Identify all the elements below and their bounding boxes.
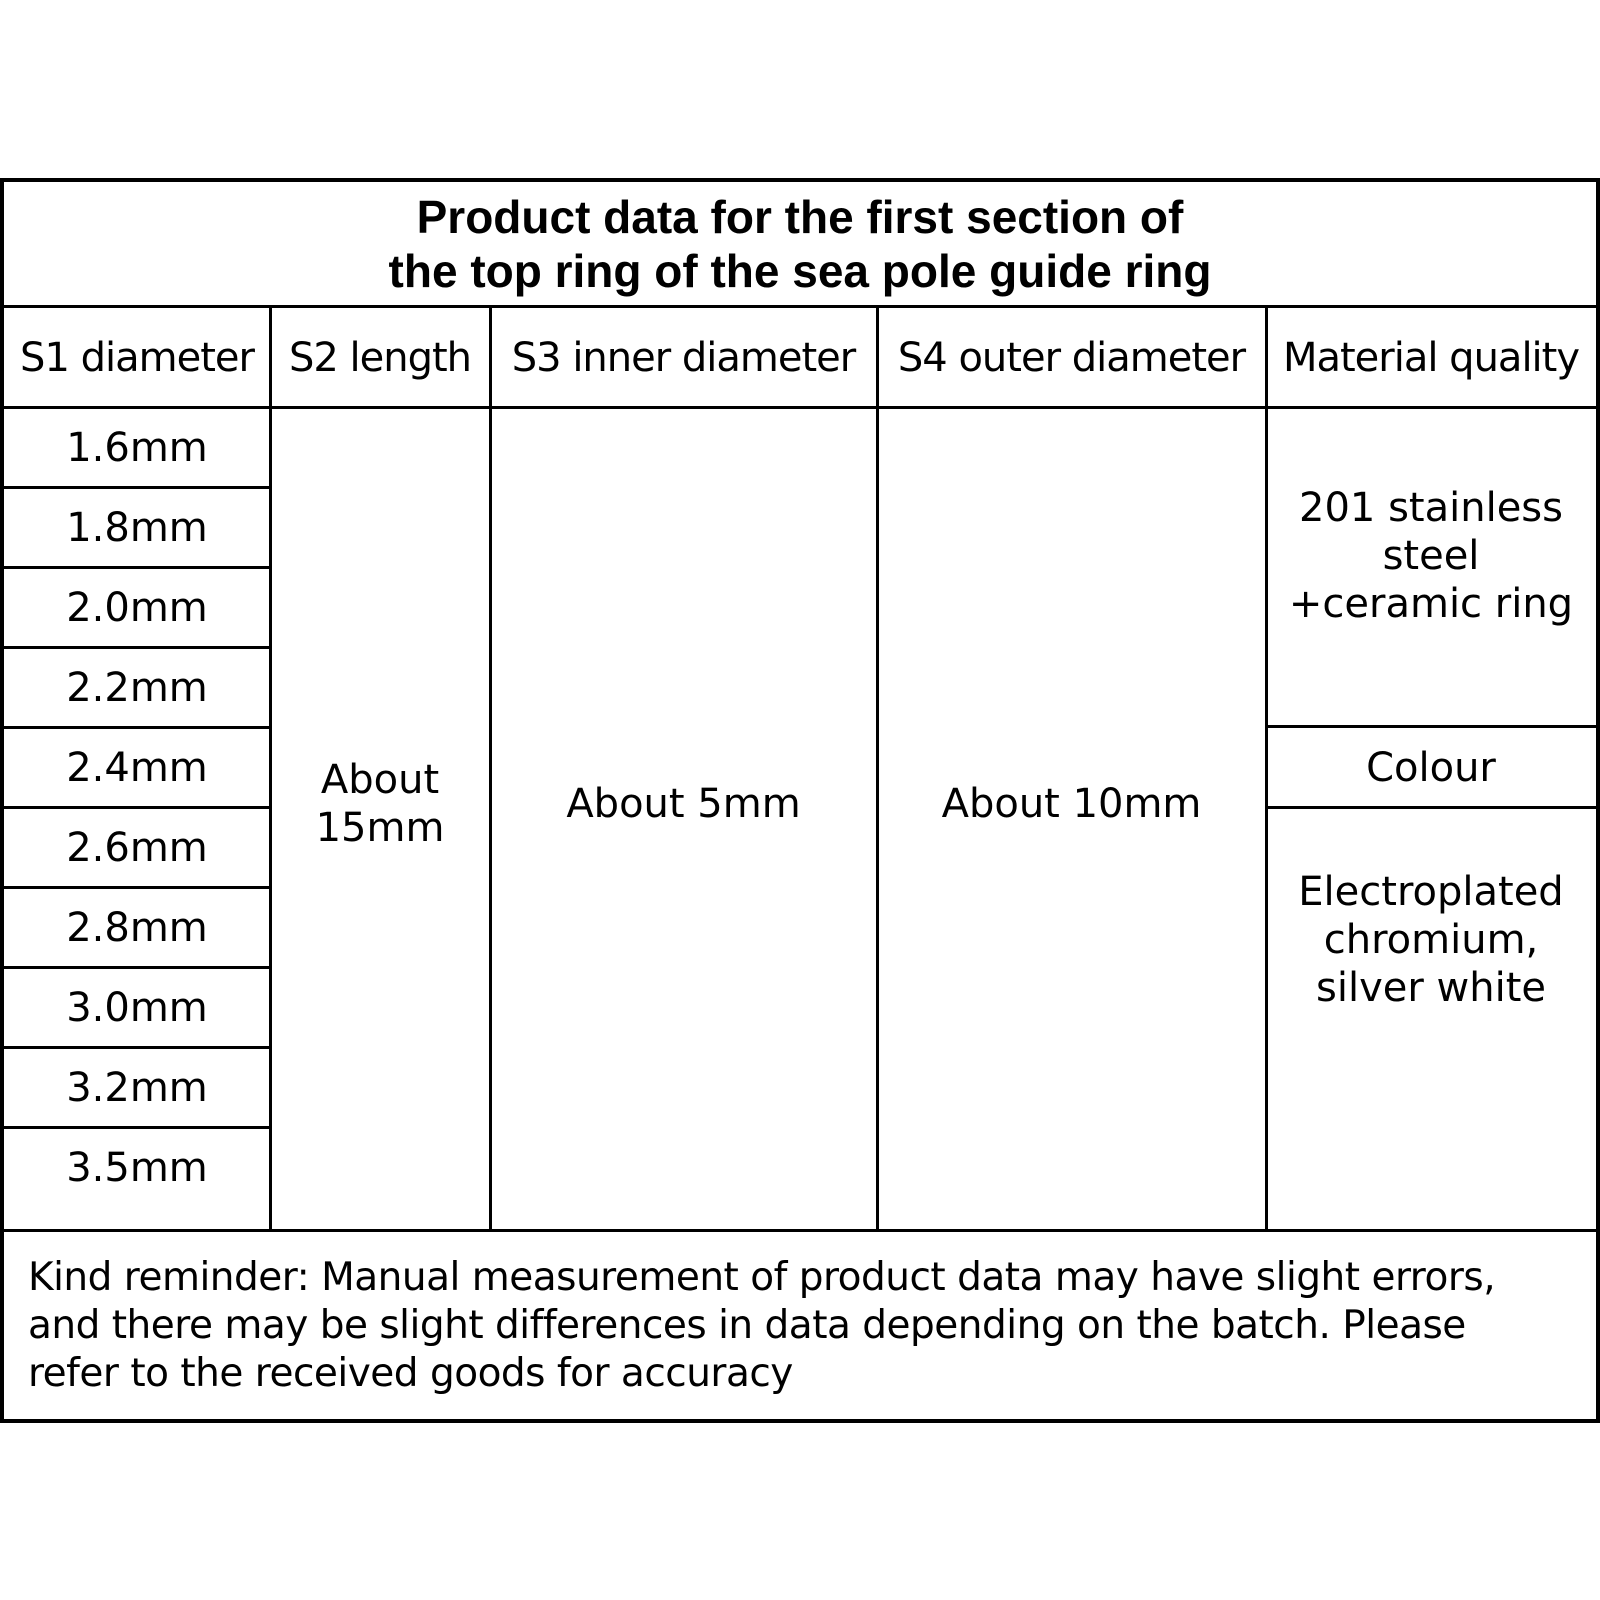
s1-value: 2.2mm xyxy=(66,665,208,711)
kind-reminder-note xyxy=(4,1232,1596,1419)
colour-value xyxy=(1266,808,1596,1230)
column-divider xyxy=(489,308,492,1232)
column-divider xyxy=(1265,308,1268,1232)
note-line-2: and there may be slight differences in data depending on the batch. Please xyxy=(28,1303,1466,1348)
row-divider xyxy=(4,646,270,649)
s1-value: 2.6mm xyxy=(66,825,208,871)
row-divider xyxy=(4,726,270,729)
s1-value: 3.2mm xyxy=(66,1065,208,1111)
s1-value: 3.0mm xyxy=(66,985,208,1031)
header-material-quality: Material quality xyxy=(1282,335,1580,381)
header-s2-length: S2 length xyxy=(288,335,472,381)
material-line-2: steel xyxy=(1382,533,1480,579)
row-divider xyxy=(4,1126,270,1129)
s1-value: 3.5mm xyxy=(66,1145,208,1191)
header-s4-outer-diameter: S4 outer diameter xyxy=(897,335,1246,381)
row-divider xyxy=(4,486,270,489)
s2-line-1: About xyxy=(320,757,440,803)
s1-value: 2.4mm xyxy=(66,745,208,791)
row-divider xyxy=(4,566,270,569)
header-s1-diameter: S1 diameter xyxy=(20,335,254,381)
header-s3-inner-diameter: S3 inner diameter xyxy=(511,335,856,381)
s1-value: 1.8mm xyxy=(66,505,208,551)
row-divider xyxy=(4,1046,270,1049)
s2-line-2: 15mm xyxy=(315,805,445,851)
s1-value: 1.6mm xyxy=(66,425,208,471)
colour-line-1: Electroplated xyxy=(1298,869,1564,915)
row-divider xyxy=(4,966,270,969)
s1-value: 2.0mm xyxy=(66,585,208,631)
row-divider xyxy=(4,886,270,889)
colour-line-3: silver white xyxy=(1316,965,1546,1011)
material-line-3: +ceramic ring xyxy=(1288,581,1574,627)
colour-line-2: chromium, xyxy=(1323,917,1539,963)
colour-label: Colour xyxy=(1366,745,1496,791)
title-line-1: Product data for the first section of xyxy=(416,190,1184,243)
table-title xyxy=(4,182,1596,308)
column-divider xyxy=(876,308,879,1232)
s2-length-value xyxy=(270,408,490,1230)
s4-outer-diameter-value: About 10mm xyxy=(941,781,1202,827)
title-line-2: the top ring of the sea pole guide ring xyxy=(388,244,1212,297)
note-line-3: refer to the received goods for accuracy xyxy=(28,1351,793,1396)
material-line-1: 201 stainless xyxy=(1299,485,1563,531)
row-divider xyxy=(4,806,270,809)
s3-inner-diameter-value: About 5mm xyxy=(566,781,801,827)
note-line-1: Kind reminder: Manual measurement of product data may have slight errors, xyxy=(28,1255,1496,1300)
column-divider xyxy=(269,308,272,1232)
s1-value: 2.8mm xyxy=(66,905,208,951)
material-value xyxy=(1266,408,1596,726)
product-data-table xyxy=(0,178,1600,1423)
